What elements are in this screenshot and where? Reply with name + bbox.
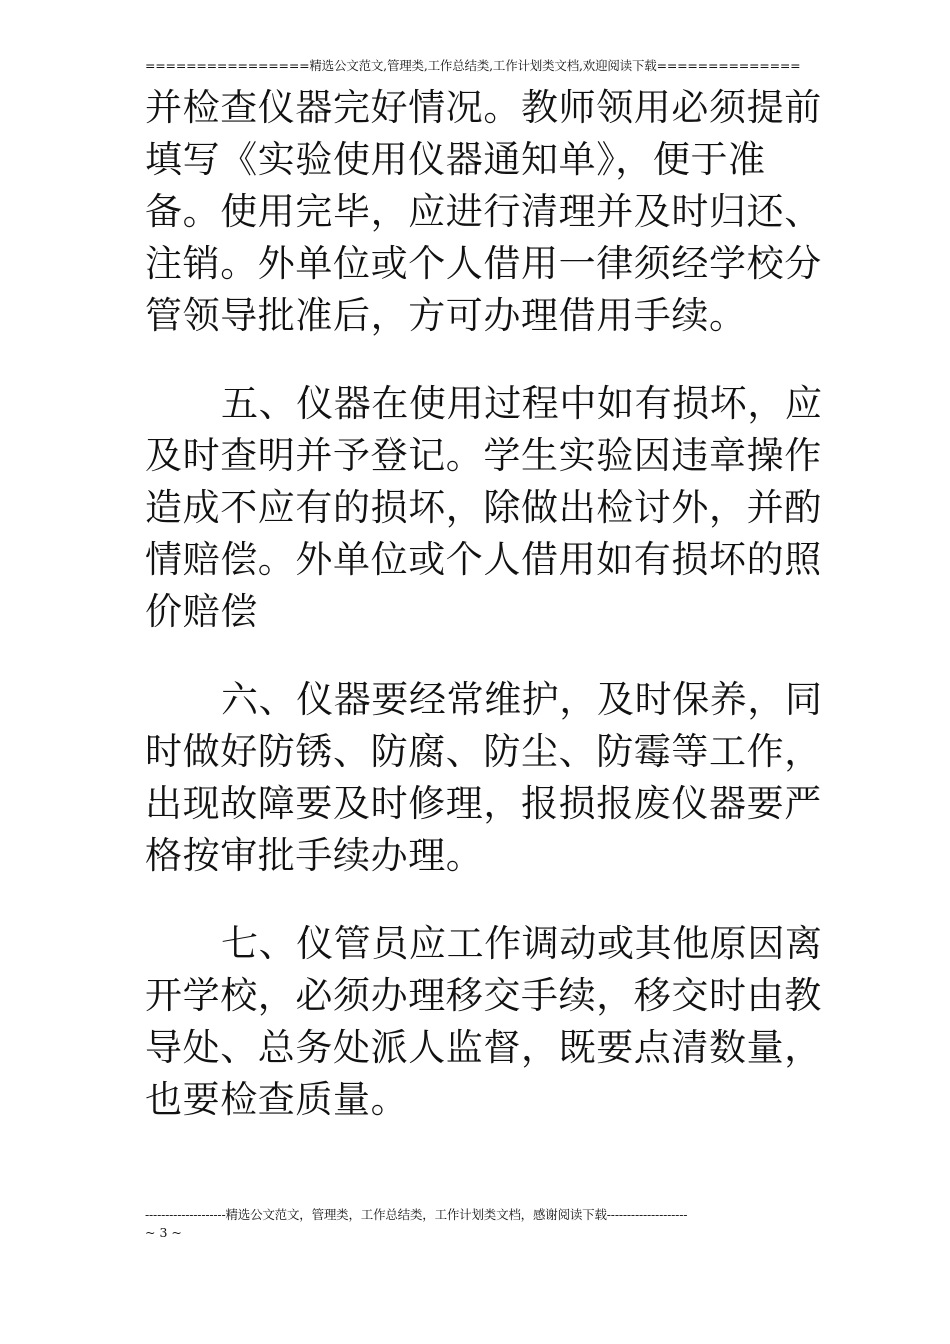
- page-header: ================精选公文范文,管理类,工作总结类,工作计划类文档,欢迎阅读下载==============: [145, 58, 801, 73]
- paragraph-item-7: 七、仪管员应工作调动或其他原因离开学校，必须办理移交手续，移交时由教导处、总务处派人监督，既要点清数量，也要检查质量。: [145, 922, 823, 1121]
- document-body: [145, 82, 825, 1162]
- paragraph-continuation: 并检查仪器完好情况。教师领用必须提前填写《实验使用仪器通知单》，便于准备。使用完毕，应进行清理并及时归还、注销。外单位或个人借用一律须经学校分管领导批准后，方可办理借用手续。: [145, 86, 822, 337]
- paragraph-item-5: 五、仪器在使用过程中如有损坏，应及时查明并予登记。学生实验因违章操作造成不应有的损坏，除做出检讨外，并酌情赔偿。外单位或个人借用如有损坏的照价赔偿: [145, 382, 823, 633]
- paragraph-item-6: 六、仪器要经常维护，及时保养，同时做好防锈、防腐、防尘、防霉等工作，出现故障要及时修理，报损报废仪器要严格按审批手续办理。: [145, 678, 823, 877]
- page-number: ~ 3 ~: [145, 1225, 182, 1240]
- page-footer: --------------------精选公文范文，管理类，工作总结类，工作计划类文档，感谢阅读下载--------------------: [145, 1207, 688, 1222]
